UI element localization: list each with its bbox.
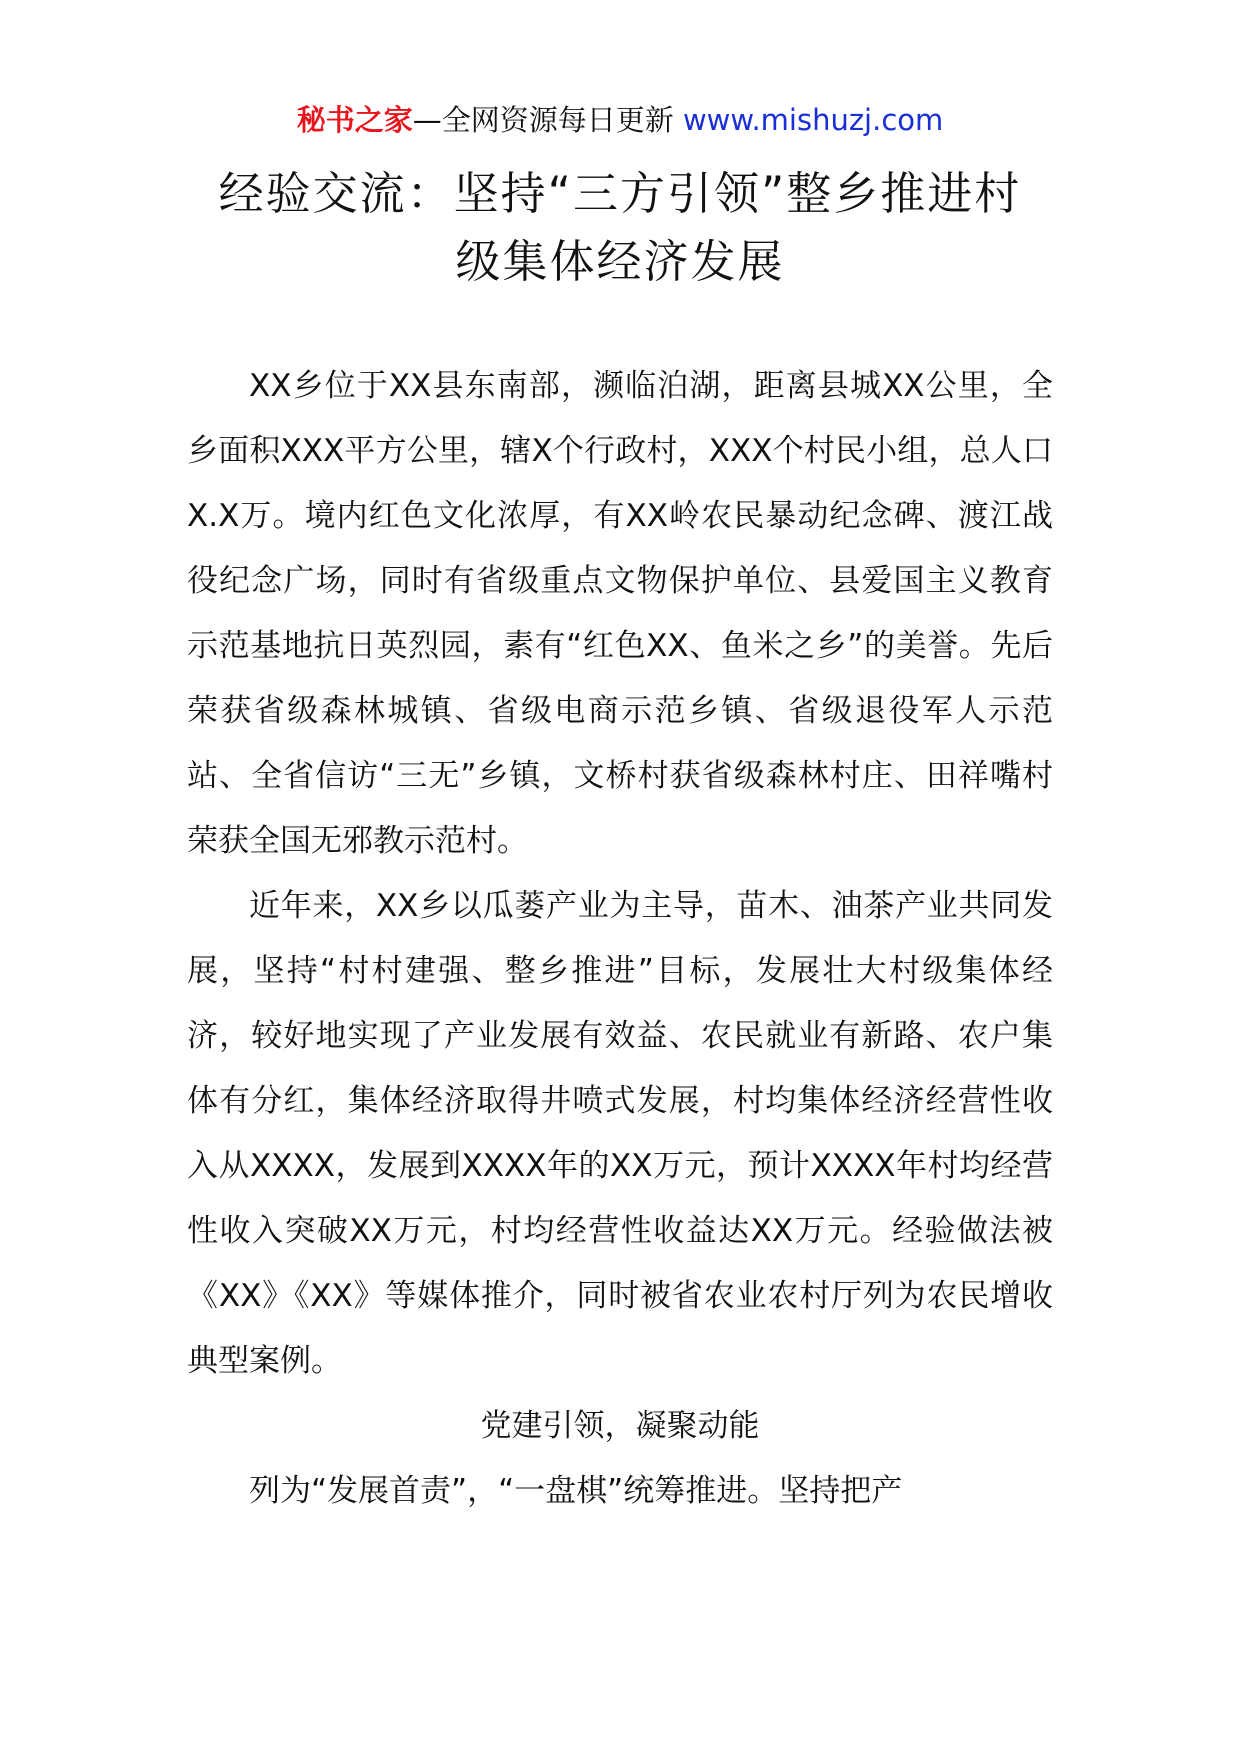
document-title-line-1: 经验交流：坚持“三方引领”整乡推进村: [218, 167, 1022, 220]
document-body: [187, 354, 1053, 1524]
document-title-line-2: 级集体经济发展: [455, 235, 785, 288]
body-paragraph-2: 近年来，XX乡以瓜蒌产业为主导，苗木、油茶产业共同发展，坚持“村村建强、整乡推进”目标，发展壮大村级集体经济，较好地实现了产业发展有效益、农民就业有新路、农户集体有分红，集体经济取得井喷式发展，村均集体经济经营性收入从XXXX，发展到XXXX年的XX万元，预计XXXX年村均经营性收入突破XX万元，村均经营性收益达XX万元。经验做法被《XX》《XX》等媒体推介，同时被省农业农村厅列为农民增收典型案例。: [187, 888, 1053, 1379]
site-header: [0, 100, 1240, 140]
section-paragraph: 列为“发展首责”，“一盘棋”统筹推进。坚持把产: [249, 1473, 903, 1509]
document-title: [160, 160, 1080, 296]
site-tagline: —全网资源每日更新: [412, 103, 674, 137]
section-heading: 党建引领，凝聚动能: [480, 1408, 760, 1444]
body-paragraph-1: XX乡位于XX县东南部，濒临泊湖，距离县城XX公里，全乡面积XXX平方公里，辖X个行政村，XXX个村民小组，总人口X.X万。境内红色文化浓厚，有XX岭农民暴动纪念碑、渡江战役纪念广场，同时有省级重点文物保护单位、县爱国主义教育示范基地抗日英烈园，素有“红色XX、鱼米之乡”的美誉。先后荣获省级森林城镇、省级电商示范乡镇、省级退役军人示范站、全省信访“三无”乡镇，文桥村获省级森林村庄、田祥嘴村荣获全国无邪教示范村。: [187, 368, 1053, 859]
site-url-link[interactable]: www.mishuzj.com: [682, 103, 944, 137]
site-name: 秘书之家: [296, 103, 413, 137]
